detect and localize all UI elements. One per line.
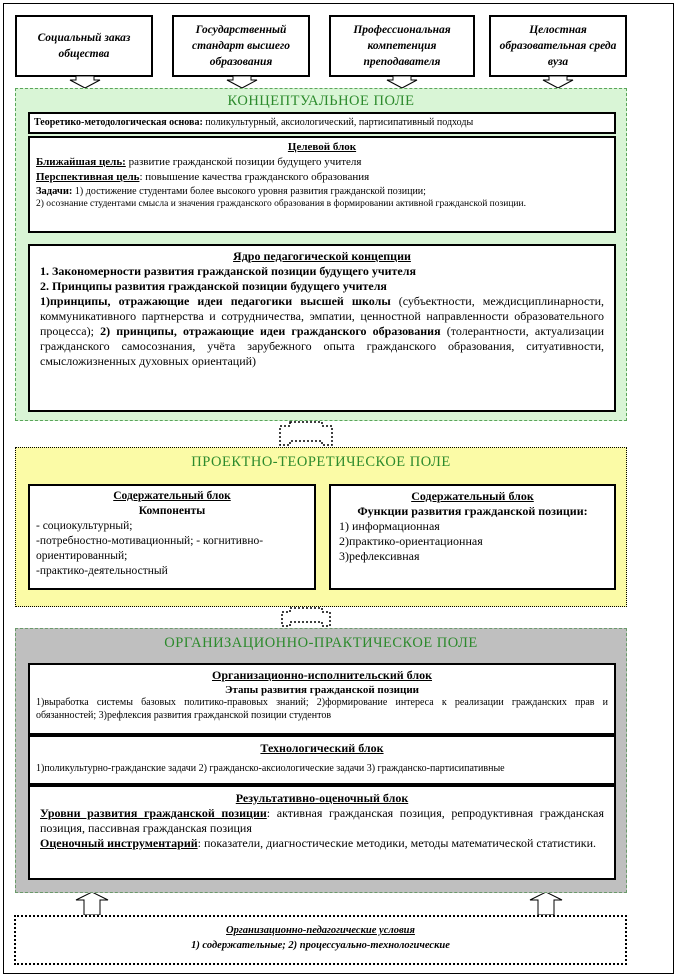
top-box-social-order: Социальный заказ общества [15,15,153,77]
down-arrow-icon [387,76,417,88]
tech-block [28,735,616,785]
function-item: 1) информационная [339,519,440,533]
exec-block-text: 1)выработка системы базовых политико-правовых знаний; 2)формирование интереса к реализации гражданских прав и обязанностей; 3)рефлексия развития гражданской позиции студентов [36,697,608,721]
tasks-item-1: 1) достижение студентами более высокого уровня развития гражданской позиции; [74,186,426,197]
components-subtitle: Компоненты [138,505,206,517]
org-field-title: ОРГАНИЗАЦИОННО-ПРАКТИЧЕСКОЕ ПОЛЕ [164,635,478,651]
principles-1-label: 1)принципы, отражающие идеи педагогики высшей школы [40,294,391,308]
near-goal-label: Ближайшая цель: [36,156,126,168]
core-block [28,244,616,412]
down-arrow-icon [543,76,573,88]
functions-subtitle: Функции развития гражданской позиции: [357,504,588,518]
conditions-block [14,915,627,965]
tasks-label: Задачи: [36,186,73,197]
tech-block-title: Технологический блок [260,741,384,755]
component-item: -практико-деятельностный [36,565,168,577]
result-block-title: Результативно-оценочный блок [235,791,409,805]
down-arrow-icon [227,76,257,88]
tasks [36,185,608,198]
tools [40,836,604,851]
methodology-basis [28,112,616,134]
result-block [28,785,616,880]
tools-label: Оценочный инструментарий [40,836,198,850]
principles-1-text: (субъектности, междисциплинарности, коммуникативного партнерства и сотрудничества, эмпатии, ценностной направленности образовательного процесса); [40,294,604,338]
conditions-text: 1) содержательные; 2) процессуально-технологические [191,940,450,951]
content-block-functions [329,484,616,590]
conditions-title: Организационно-педагогические условия [226,925,415,936]
principles-2-text: (толерантности, актуализации гражданского самосознания, учёта зарубежного опыта гражданского образования, ситуативности, смысложизненных духовных ориентаций) [40,324,604,368]
tools-text: : показатели, диагностические методики, методы математической статистики. [197,836,597,850]
function-item: 3)рефлексивная [339,549,420,563]
functions-title: Содержательный блок [411,489,534,503]
exec-block-subtitle: Этапы развития гражданской позиции [224,684,420,696]
tech-block-text: 1)поликультурно-гражданские задачи 2) гражданско-аксиологические задачи 3) гражданско-партисипативные [36,763,505,774]
target-block [28,136,616,233]
near-goal [36,155,608,170]
top-box-competence: Профессиональная компетенция преподавателя [329,15,475,77]
down-arrow-icon [70,76,100,88]
perspective-goal-text: : повышение качества гражданского образования [139,171,370,183]
double-arrow-icon [280,422,332,445]
exec-block-title: Организационно-исполнительский блок [211,668,433,682]
principles-2-label: 2) принципы, отражающие идеи гражданского образования [100,324,441,338]
tasks-item-2: 2) осознание студентами смысла и значения гражданского образования в формировании активной гражданской позиции. [36,199,526,209]
top-box-state-standard: Государственный стандарт высшего образования [172,15,310,77]
function-item: 2)практико-ориентационная [339,534,483,548]
core-block-title: Ядро педагогической концепции [233,249,411,263]
exec-block [28,663,616,735]
basis-text: поликультурный, аксиологический, партисипативный подходы [205,117,474,128]
content-block-components [28,484,316,590]
levels [40,806,604,836]
perspective-goal [36,170,608,185]
component-item: - социокультурный; [36,520,133,532]
basis-label: Теоретико-методологическая основа: [34,117,203,128]
levels-label: Уровни развития гражданской позиции [40,806,267,820]
target-block-title: Целевой блок [287,141,357,153]
up-arrow-icon [530,892,562,915]
top-box-environment: Целостная образовательная среда вуза [489,15,627,77]
double-arrow-icon [282,608,330,626]
perspective-goal-label: Перспективная цель [36,171,140,183]
component-item: -потребностно-мотивационный; - когнитивно-ориентированный; [36,535,264,562]
core-line-2: 2. Принципы развития гражданской позиции будущего учителя [40,279,387,293]
conceptual-field-title: КОНЦЕПТУАЛЬНОЕ ПОЛЕ [227,93,415,109]
up-arrow-icon [76,892,108,915]
components-title: Содержательный блок [113,490,231,502]
core-line-1: 1. Закономерности развития гражданской позиции будущего учителя [40,264,416,278]
core-principles [40,294,604,369]
near-goal-text: развитие гражданской позиции будущего учителя [128,156,362,168]
levels-text: : активная гражданская позиция, репродуктивная гражданская позиция, пассивная гражданская позиция [40,806,604,835]
project-field-title: ПРОЕКТНО-ТЕОРЕТИЧЕСКОЕ ПОЛЕ [191,454,451,470]
